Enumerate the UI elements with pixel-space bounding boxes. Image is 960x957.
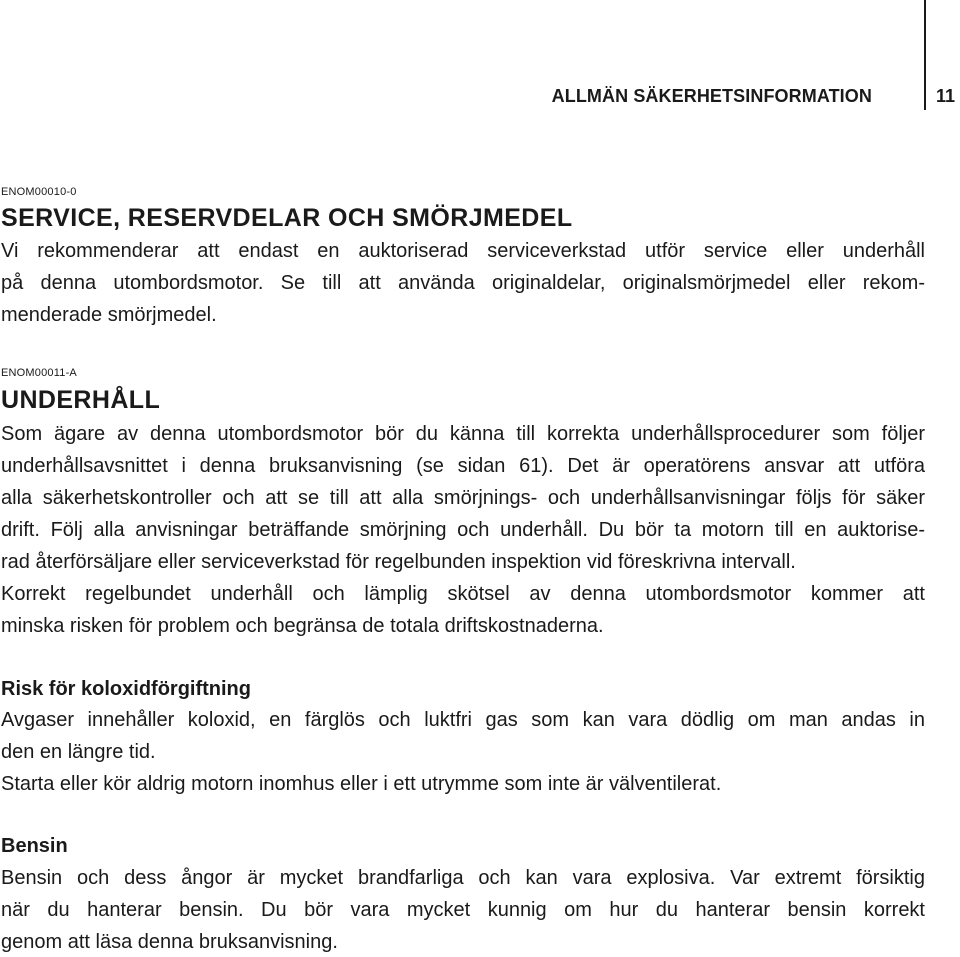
paragraph-line: underhållsavsnittet i denna bruksanvisning (se sidan 61). Det är operatörens ansvar att utföra <box>1 455 925 477</box>
paragraph-line: alla säkerhetskontroller och att se till att alla smörjnings- och underhållsanvisningar följs för säker <box>1 487 925 509</box>
paragraph-line: menderade smörjmedel. <box>1 304 217 326</box>
page-header <box>0 86 960 116</box>
section-heading-service: SERVICE, RESERVDELAR OCH SMÖRJMEDEL <box>1 204 573 232</box>
header-vertical-rule <box>924 0 926 110</box>
section-code-underhall: ENOM00011-A <box>1 367 77 379</box>
paragraph-line: genom att läsa denna bruksanvisning. <box>1 931 338 953</box>
paragraph-line: Korrekt regelbundet underhåll och lämplig skötsel av denna utombordsmotor kommer att <box>1 583 925 605</box>
paragraph-line: på denna utombordsmotor. Se till att använda originaldelar, originalsmörjmedel eller rekom- <box>1 272 925 294</box>
paragraph-line: Avgaser innehåller koloxid, en färglös och luktfri gas som kan vara dödlig om man andas in <box>1 709 925 731</box>
paragraph-line: när du hanterar bensin. Du bör vara mycket kunnig om hur du hanterar bensin korrekt <box>1 899 925 921</box>
section-heading-underhall: UNDERHÅLL <box>1 386 161 414</box>
paragraph-line: Starta eller kör aldrig motorn inomhus eller i ett utrymme som inte är välventilerat. <box>1 773 722 795</box>
paragraph-line: drift. Följ alla anvisningar beträffande smörjning och underhåll. Du bör ta motorn till en auktorise- <box>1 519 925 541</box>
section-heading-bensin: Bensin <box>1 835 68 857</box>
paragraph-line: minska risken för problem och begränsa de totala driftskostnaderna. <box>1 615 604 637</box>
page-number: 11 <box>936 86 956 106</box>
paragraph-line: Bensin och dess ångor är mycket brandfarliga och kan vara explosiva. Var extremt försiktig <box>1 867 925 889</box>
paragraph-line: rad återförsäljare eller serviceverkstad för regelbunden inspektion vid föreskrivna intervall. <box>1 551 796 573</box>
paragraph-line: den en längre tid. <box>1 741 156 763</box>
section-code-service: ENOM00010-0 <box>1 186 77 198</box>
section-heading-koloxid: Risk för koloxidförgiftning <box>1 678 251 700</box>
paragraph-line: Vi rekommenderar att endast en auktoriserad serviceverkstad utför service eller underhåll <box>1 240 925 262</box>
paragraph-line: Som ägare av denna utombordsmotor bör du känna till korrekta underhållsprocedurer som följer <box>1 423 925 445</box>
header-title: ALLMÄN SÄKERHETSINFORMATION <box>551 86 872 106</box>
